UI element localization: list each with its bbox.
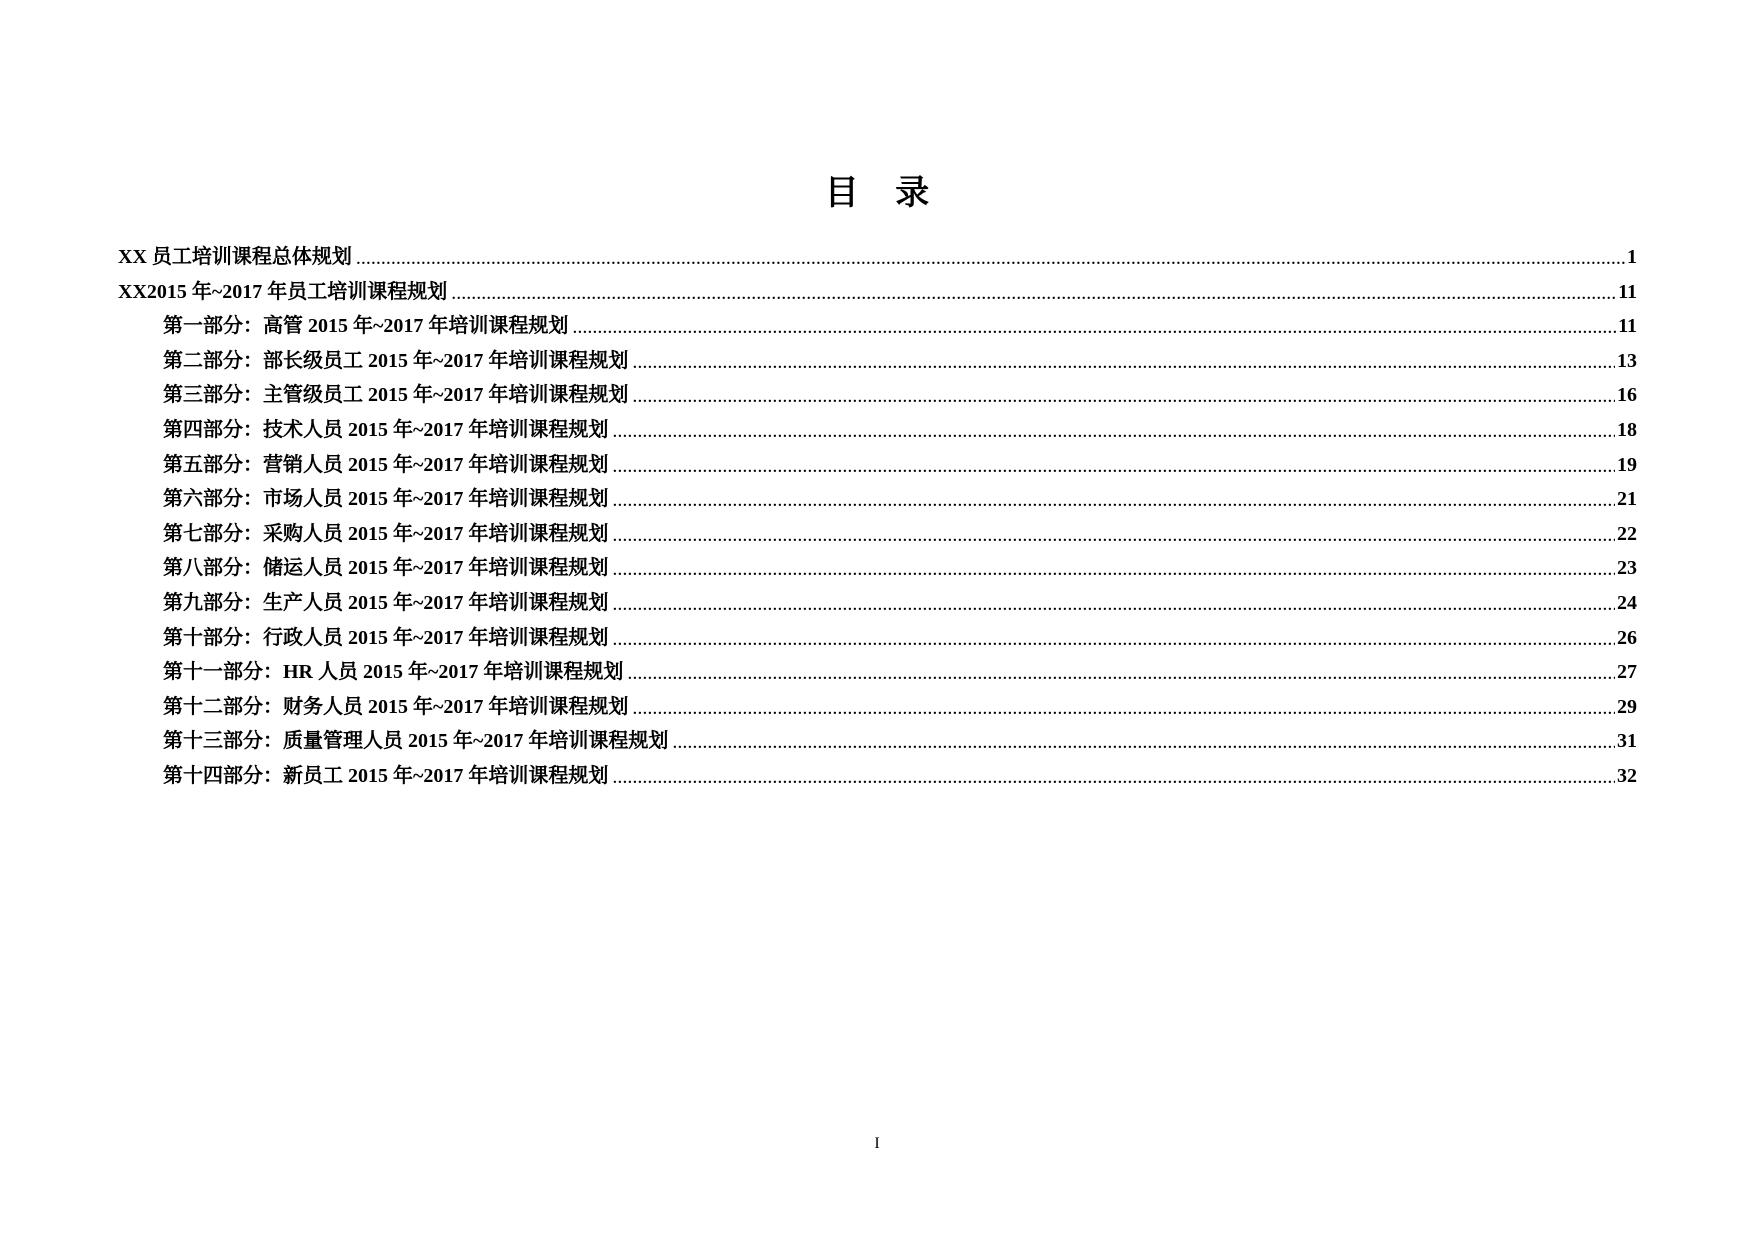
dot-leader [632,691,1615,726]
toc-entry-title: 第一部分：高管 2015 年~2017 年培训课程规划 [163,315,569,338]
toc-entry[interactable] [118,586,1637,621]
dot-leader [612,552,1615,587]
dot-leader [612,622,1615,657]
dot-leader [612,760,1615,795]
toc-entry-page-number: 18 [1617,418,1637,441]
toc-entry-page-number: 21 [1617,488,1637,511]
toc-entry[interactable] [118,655,1637,690]
toc-entry-page-number: 13 [1617,349,1637,372]
toc-entry-page-number: 24 [1617,591,1637,614]
toc-entry-title: 第三部分：主管级员工 2015 年~2017 年培训课程规划 [163,384,629,407]
toc-entry-page-number: 27 [1617,661,1637,684]
dot-leader [627,656,1615,691]
toc-entry-title: XX2015 年~2017 年员工培训课程规划 [118,280,448,303]
toc-entry[interactable] [118,724,1637,759]
toc-entry-page-number: 1 [1627,246,1637,268]
toc-entry-page-number: 23 [1617,557,1637,580]
dot-leader [612,483,1615,518]
toc-entry[interactable] [118,240,1637,275]
toc-entry-page-number: 26 [1617,626,1637,649]
dot-leader [612,518,1615,553]
toc-entry[interactable] [118,551,1637,586]
dot-leader [612,587,1615,622]
dot-leader [632,379,1615,414]
dot-leader [572,310,1616,345]
toc-title: 目 录 [824,175,944,212]
dot-leader [632,345,1615,380]
toc-entry[interactable] [118,517,1637,552]
toc-entry-page-number: 16 [1617,384,1637,407]
toc-entry-title: 第十三部分：质量管理人员 2015 年~2017 年培训课程规划 [163,730,669,753]
toc-entry-title: 第二部分：部长级员工 2015 年~2017 年培训课程规划 [163,349,629,372]
toc-entry-page-number: 22 [1617,522,1637,545]
toc-entry-title: XX 员工培训课程总体规划 [118,246,352,268]
toc-entry-page-number: 29 [1617,695,1637,718]
toc-entry[interactable] [118,378,1637,413]
dot-leader [612,449,1615,484]
toc-entry-page-number: 11 [1618,280,1637,303]
toc-entry-title: 第六部分：市场人员 2015 年~2017 年培训课程规划 [163,488,609,511]
toc-entry[interactable] [118,413,1637,448]
toc-entry[interactable] [118,344,1637,379]
dot-leader [356,241,1625,276]
toc-entry[interactable] [118,482,1637,517]
toc-entry-title: 第十一部分：HR 人员 2015 年~2017 年培训课程规划 [163,661,624,684]
table-of-contents [118,240,1637,794]
toc-entry-title: 第十二部分：财务人员 2015 年~2017 年培训课程规划 [163,695,629,718]
toc-entry[interactable] [118,448,1637,483]
toc-entry-title: 第十部分：行政人员 2015 年~2017 年培训课程规划 [163,626,609,649]
dot-leader [612,414,1615,449]
toc-entry-title: 第八部分：储运人员 2015 年~2017 年培训课程规划 [163,557,609,580]
toc-entry[interactable] [118,309,1637,344]
toc-entry-page-number: 31 [1617,730,1637,753]
toc-entry[interactable] [118,690,1637,725]
toc-entry-title: 第九部分：生产人员 2015 年~2017 年培训课程规划 [163,591,609,614]
toc-entry-title: 第五部分：营销人员 2015 年~2017 年培训课程规划 [163,453,609,476]
toc-entry-page-number: 32 [1617,764,1637,787]
toc-entry-title: 第七部分：采购人员 2015 年~2017 年培训课程规划 [163,522,609,545]
toc-entry[interactable] [118,759,1637,794]
dot-leader [672,725,1615,760]
toc-entry-page-number: 19 [1617,453,1637,476]
toc-entry-title: 第四部分：技术人员 2015 年~2017 年培训课程规划 [163,418,609,441]
toc-entry[interactable] [118,275,1637,310]
toc-entry[interactable] [118,621,1637,656]
toc-entry-title: 第十四部分：新员工 2015 年~2017 年培训课程规划 [163,764,609,787]
dot-leader [451,276,1616,311]
toc-entry-page-number: 11 [1618,315,1637,338]
page-number: I [874,1135,880,1152]
